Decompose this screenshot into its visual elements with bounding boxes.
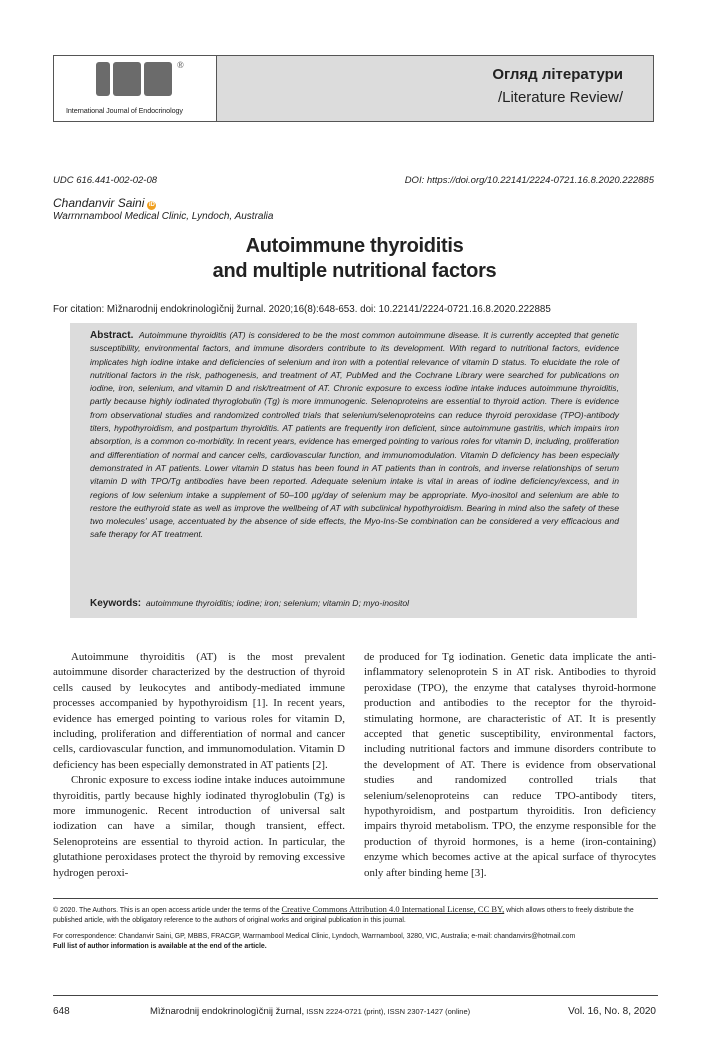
abstract-text: Autoimmune thyroiditis (AT) is considered to be the most common autoimmune disease. It is currently accepted that genetic susceptibility, environmental factors, and immune disorders contribute to its development. With regard to nutritional factors, evidence implicates high iodine intake and deficiencies of selenium and iron with a potential relevance of vitamin D status. To elucidate the role of nutritional factors in the risk, pathogenesis, and treatment of AT, PubMed and the Cochrane Library were searched for publications on iodine, iron, selenium, and vitamin D and risk/treatment of AT. Chronic exposure to excess iodine intake induces autoimmune thyroiditis, partly because highly iodinated thyroglobulin (Tg) is more immunogenic. Selenoproteins are essential to thyroid action. There is evidence from observational studies and randomized controlled trials that selenium/selenoproteins can reduce thyroid peroxidase (TPO)-antibody titers, hypothyroidism, and postpartum thyroiditis. AT patients are frequently iron deficient, since autoimmune gastritis, which impairs iron absorption, is a common co-morbidity. In recent years, evidence has emerged pointing to various roles for vitamin D, including, proliferation and differentiation of normal and cancer cells, cardiovascular function, and immunomodulation. Vitamin D deficiency has been especially demonstrated in AT patients. Lower vitamin D status has been found in AT patients than in controls, and inverse relationships of serum vitamin D with TPO/Tg antibodies have been reported. Adequate selenium intake is vital in areas of iodine deficiency/excess, and in regions of low selenium intake a supplement of 50–100 µg/day of selenium may be appropriate. Myo-inositol and selenium are able to restore the euthyroid state as well as improve the wellbeing of AT with subclinical hypothyroidism. Bearing in mind also the safety of these two molecules' usage, accentuated by the absence of side effects, the Myo-Ins-Se combination can be considered a very efficacious and safe therapy for AT treatment. [90,330,619,540]
abstract-label: Abstract. [90,330,134,341]
paragraph: Autoimmune thyroiditis (AT) is the most prevalent autoimmune disorder characterized by the destruction of thyroid cells caused by leukocytes and antibody-mediated immune processes accompanied by hypothyroidism [1]. In recent years, evidence has emerged pointing to various roles for vitamin D, including, proliferation and differentiation of normal and cancer cells, cardiovascular function, and immunomodulation. Vitamin D deficiency has been especially demonstrated in AT patients [2]. [53,651,345,771]
license-note [53,905,658,925]
page-number: 648 [53,1006,70,1017]
paragraph: Chronic exposure to excess iodine intake induces autoimmune thyroiditis, partly because highly iodinated thyroglobulin (Tg) is more immunogenic. Recent introduction of universal salt iodization can have a similar, though transient, effect. Selenoproteins are essential to thyroid action. In particular, the glutathione peroxidases protect the thyroid by removing excessive hydrogen peroxi- [53,774,345,879]
page-footer-divider [53,995,658,996]
doi[interactable]: DOI: https://doi.org/10.22141/2224-0721.16.8.2020.222885 [404,175,654,186]
registered-mark: ® [177,60,184,70]
full-author-info-note: Full list of author information is available at the end of the article. [53,942,267,950]
journal-name [150,1006,470,1017]
volume-issue: Vol. 16, No. 8, 2020 [568,1006,656,1017]
correspondence: For correspondence: Chandanvir Saini, GP, MBBS, FRACGP, Warrnambool Medical Clinic, Lyndoch, Warrnambool, 3280, VIC, Australia; e-mail: chandanvirs@hotmail.com [53,933,576,940]
author-affiliation: Warrnrnambool Medical Clinic, Lyndoch, Australia [53,211,274,222]
body-column-left [53,650,345,881]
keywords-text: autoimmune thyroiditis; iodine; iron; selenium; vitamin D; myo-inositol [145,598,410,608]
paragraph: de produced for Tg iodination. Genetic data implicate the anti-inflammatory selenoprotein S in AT risk. Antibodies to thyroid peroxidase (TPO), the enzyme that catalyses thyroid-hormone production and antibodies to the receptor for the thyroid-stimulating hormone, are characteristic of AT. It is presently accepted that genetic susceptibility, environmental factors, including nutritional factors and immune disorders contribute to the development of AT. There is evidence from observational studies and randomized controlled trials that selenium/selenoproteins can reduce TPO-antibody titers, hypothyroidism, and postpartum thyroiditis. Iron deficiency impairs thyroid metabolism. TPO, the enzyme responsible for the production of thyroid hormones, is a heme (iron-containing) enzyme which becomes active at the apical surface of thyrocytes only after binding heme [3]. [364,651,656,879]
license-suffix: which allows others to freely distribute the published article, with the obligatory reference to the authors of original works and original publication in this journal. [53,907,634,924]
license-link[interactable]: Creative Commons Attribution 4.0 International License, CC BY, [281,904,505,914]
title-line-1: Autoimmune thyroiditis [245,235,464,257]
orcid-icon[interactable]: iD [148,202,155,208]
abstract-box [70,323,637,618]
journal-title: Mìžnarodnij endokrinologìčnij žurnal, [150,1006,305,1017]
article-title [0,234,709,284]
abstract [90,329,619,542]
footer-divider [53,898,658,899]
keywords [90,598,620,609]
author-name-text: Chandanvir Saini [53,196,145,210]
body-column-right [364,650,656,881]
journal-logo [54,56,217,121]
issn: ISSN 2224-0721 (print), ISSN 2307-1427 (online) [304,1007,471,1016]
section-title-en: /Literature Review/ [497,89,623,106]
author-name [53,196,156,210]
correspondence-note [53,932,658,951]
section-title-ua: Огляд літератури [492,66,623,83]
keywords-label: Keywords: [90,598,142,609]
iej-logo-mark [96,62,172,96]
citation: For citation: Mìžnarodnij endokrinologìčnij žurnal. 2020;16(8):648-653. doi: 10.22141/2224-0721.16.8.2020.222885 [53,304,551,315]
journal-header [53,55,654,122]
logo-caption: International Journal of Endocrinology [66,106,183,115]
license-prefix: © 2020. The Authors. This is an open access article under the terms of the [53,907,282,914]
title-line-2: and multiple nutritional factors [212,260,497,282]
section-label [217,56,653,121]
udc-code: UDC 616.441-002-02-08 [53,175,158,186]
